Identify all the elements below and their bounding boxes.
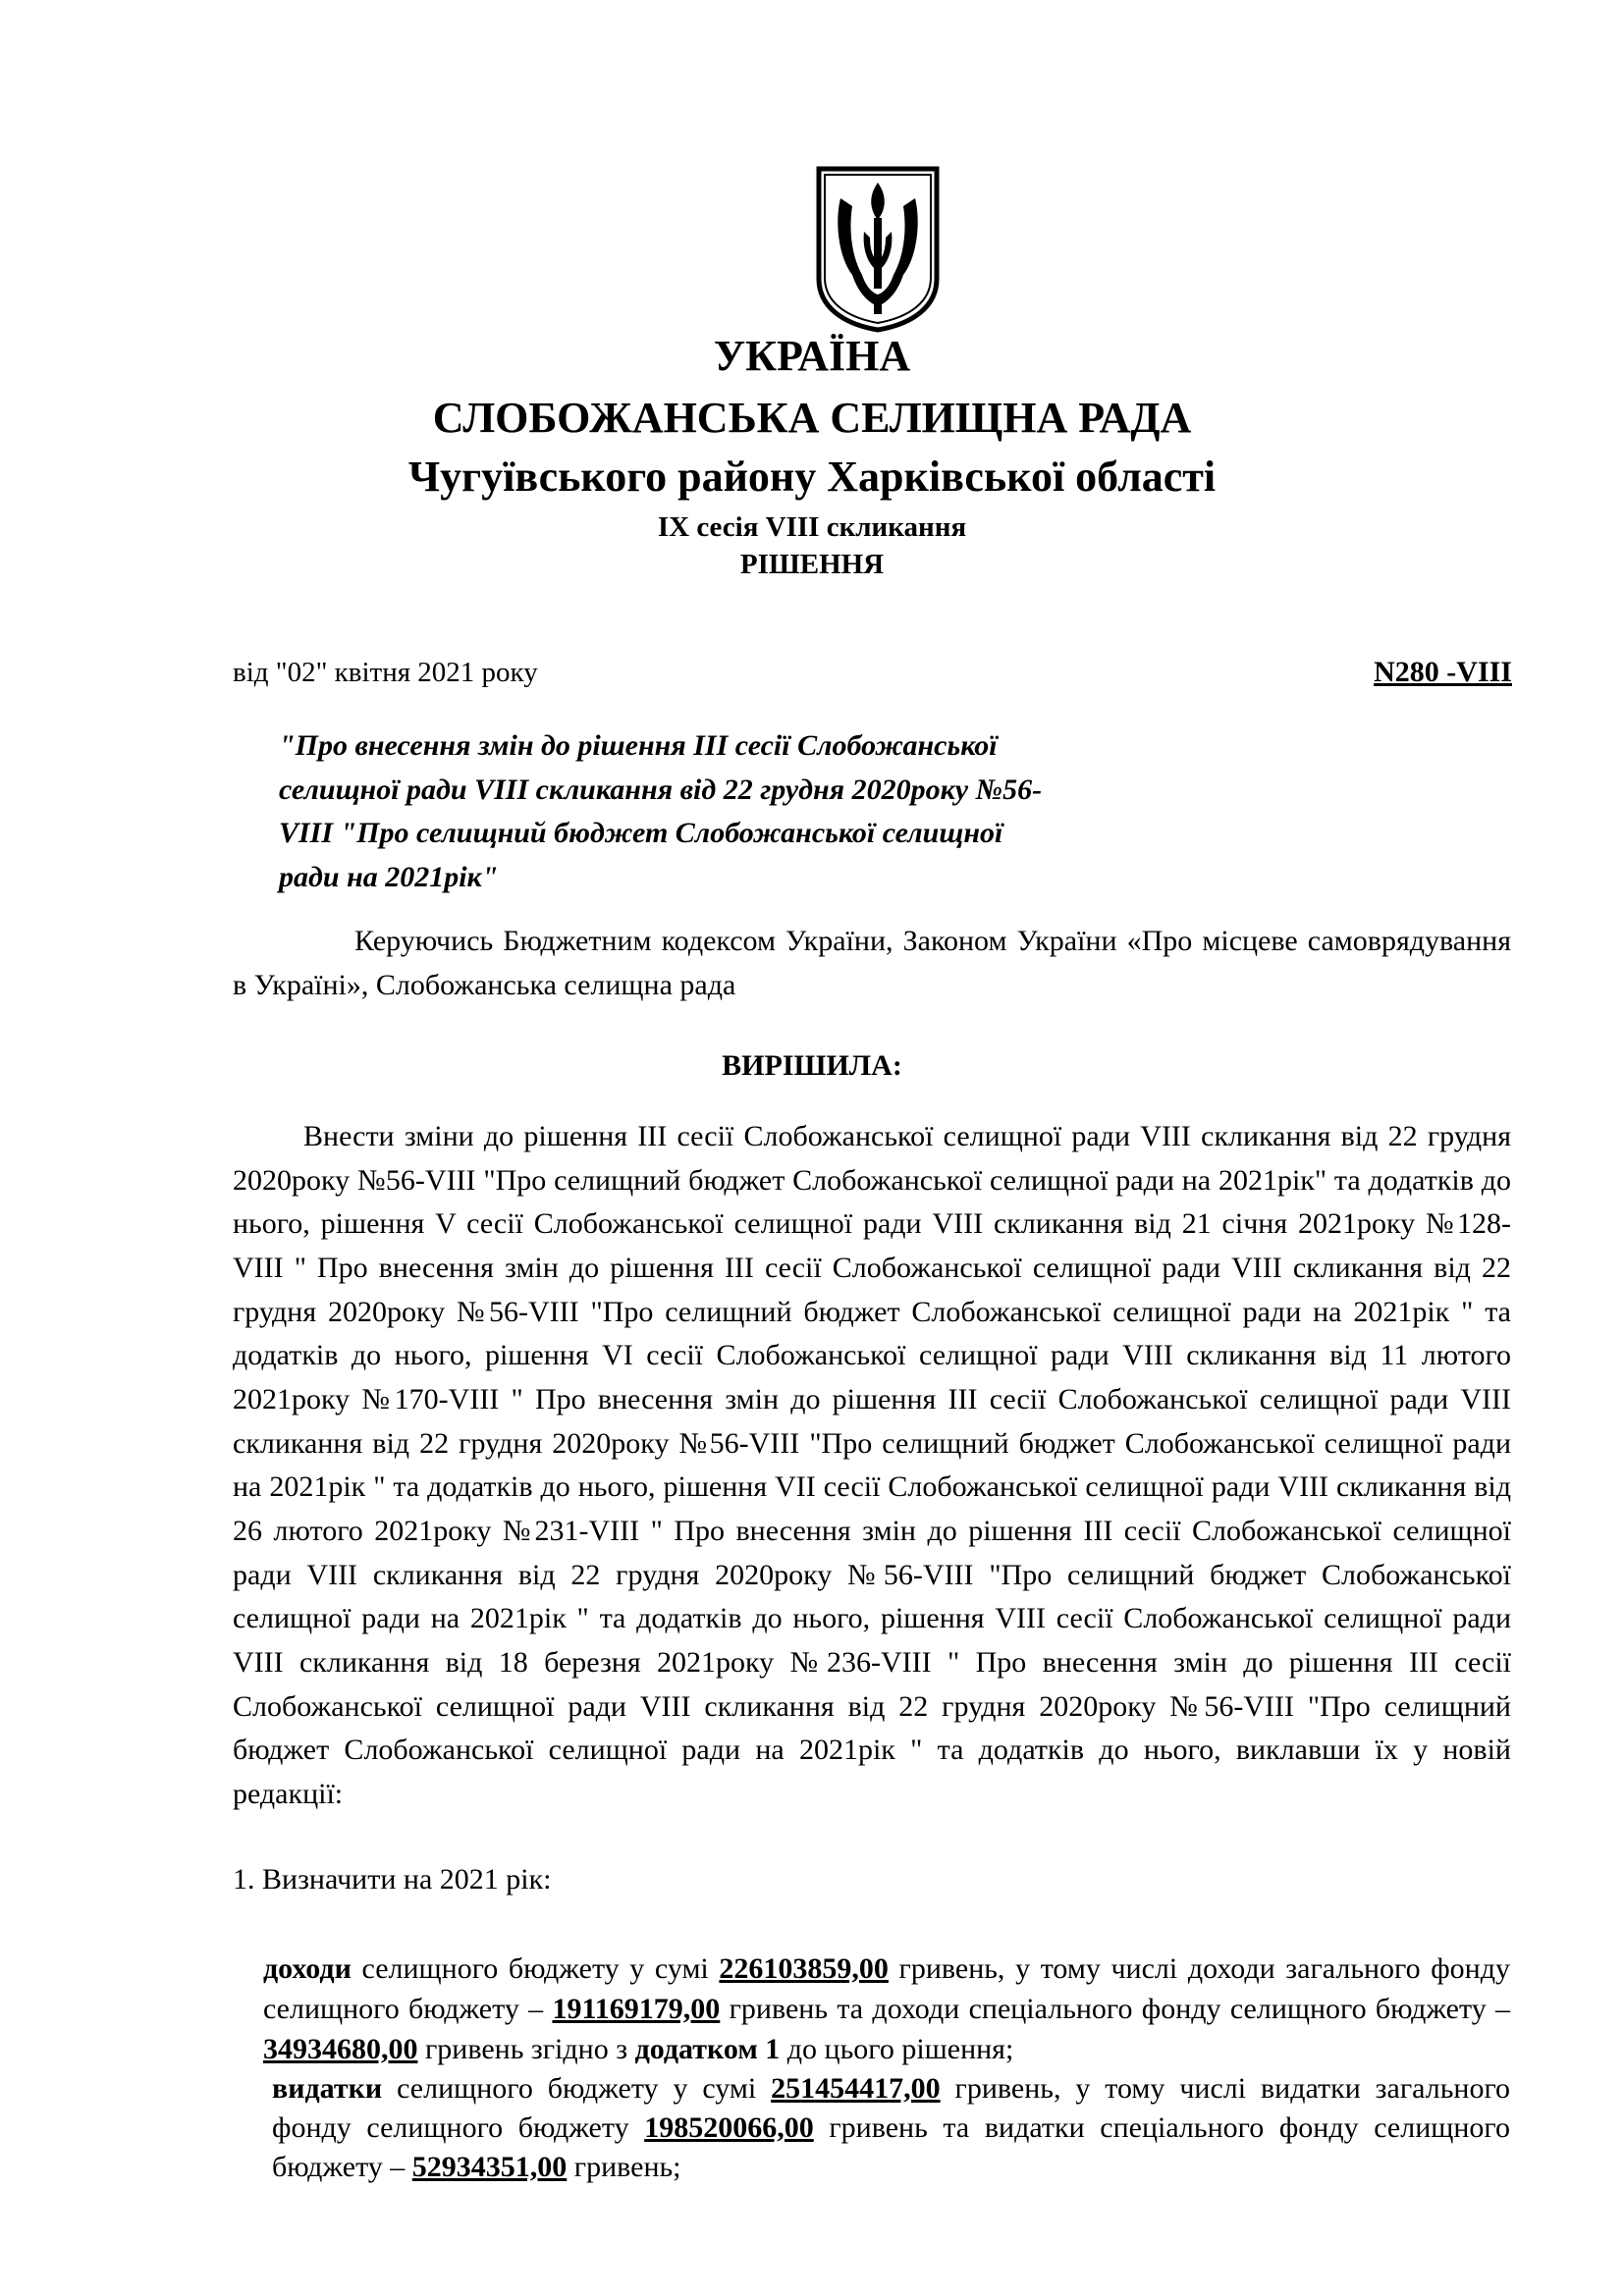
expense-total-amount: 251454417,00	[771, 2072, 941, 2105]
title-line: селищної ради VIII скликання від 22 грудня 2020року №56-	[279, 773, 1043, 806]
income-text: гривень згідно з	[417, 2033, 635, 2065]
title-line: VIII "Про селищний бюджет Слобожанської селищної	[279, 817, 1003, 849]
decision-number: N280 -VIII	[1374, 656, 1512, 688]
expense-paragraph	[272, 2069, 1510, 2187]
income-general-fund-amount: 191169179,00	[552, 1993, 721, 2025]
country-heading: УКРАЇНА	[713, 332, 911, 380]
title-line: ради на 2021рік"	[279, 860, 499, 893]
income-paragraph	[263, 1949, 1510, 2069]
coat-of-arms-icon	[813, 163, 943, 334]
expense-general-fund-amount: 198520066,00	[644, 2111, 814, 2144]
expense-text: гривень;	[567, 2151, 681, 2183]
title-line: "Про внесення змін до рішення III сесії Слобожанської	[279, 729, 998, 762]
resolved-heading: ВИРІШИЛА:	[722, 1049, 902, 1082]
district-heading: Чугуївського району Харківської області	[407, 453, 1217, 501]
decision-date: від "02" квітня 2021 року	[233, 657, 538, 688]
income-text: до цього рішення;	[780, 2033, 1014, 2065]
income-text: гривень, у тому числі доходи загального фонду селищного бюджету –	[263, 1952, 1510, 2025]
document-type-heading: РІШЕННЯ	[739, 549, 885, 580]
expense-text: гривень та видатки спеціального фонду селищного бюджету –	[272, 2111, 1510, 2183]
main-paragraph-text: Внести зміни до рішення III сесії Слобожанської селищної ради VIII скликання від 22 грудня 2020року №56-VIII "Про селищний бюджет Слобожанської селищної ради на 2021рік" та додатків до нього, рішення V сесії Слобожанської селищної ради VIII скликання від 21 січня 2021року №128-VIII " Про внесення змін до рішення III сесії Слобожанської селищної ради VIII скликання від 22 грудня 2020року №56-VIII "Про селищний бюджет Слобожанської селищної ради на 2021рік " та додатків до нього, рішення VI сесії Слобожанської селищної ради VIII скликання від 11 лютого 2021року №170-VIII " Про внесення змін до рішення III сесії Слобожанської селищної ради VIII скликання від 22 грудня 2020року №56-VIII "Про селищний бюджет Слобожанської селищної ради на 2021рік " та додатків до нього, рішення VII сесії Слобожанської селищної ради VIII скликання від 26 лютого 2021року №231-VIII " Про внесення змін до рішення III сесії Слобожанської селищної ради VIII скликання від 22 грудня 2020року №56-VIII "Про селищний бюджет Слобожанської селищної ради на 2021рік " та додатків до нього, рішення VIII сесії Слобожанської селищної ради VIII скликання від 18 березня 2021року №236-VIII " Про внесення змін до рішення III сесії Слобожанської селищної ради VIII скликання від 22 грудня 2020року №56-VIII "Про селищний бюджет Слобожанської селищної ради на 2021рік " та додатків до нього, виклавши їх у новій редакції:	[233, 1120, 1511, 1810]
income-text: гривень та доходи спеціального фонду селищного бюджету –	[720, 1993, 1510, 2025]
council-heading: СЛОБОЖАНСЬКА СЕЛИЩНА РАДА	[432, 394, 1192, 442]
income-total-amount: 226103859,00	[719, 1952, 889, 1985]
session-heading: IX сесія VIII скликання	[657, 511, 967, 543]
income-label: доходи	[263, 1952, 352, 1985]
item-1-heading: 1. Визначити на 2021 рік:	[233, 1863, 552, 1896]
expense-text: селищного бюджету у сумі	[382, 2072, 772, 2105]
expense-label: видатки	[272, 2072, 383, 2105]
expense-special-fund-amount: 52934351,00	[411, 2151, 568, 2183]
main-paragraph	[233, 1115, 1511, 1817]
preamble-paragraph: Керуючись Бюджетним кодексом України, Законом України «Про місцеве самоврядування в Україні», Слобожанська селищна рада	[233, 925, 1511, 1001]
annex-reference: додатком 1	[634, 2033, 781, 2065]
decision-title	[279, 724, 1163, 899]
income-special-fund-amount: 34934680,00	[263, 2033, 418, 2065]
income-text: селищного бюджету у сумі	[351, 1952, 720, 1985]
expense-text: гривень, у тому числі видатки загального фонду селищного бюджету	[272, 2072, 1510, 2144]
